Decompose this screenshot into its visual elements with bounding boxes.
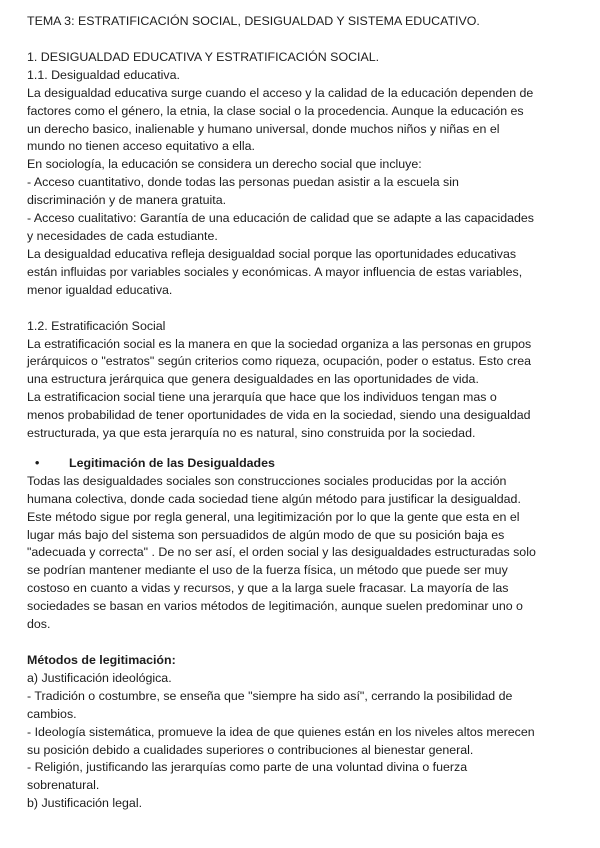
subsection-1-2-body: [27, 336, 575, 443]
text-line: menor igualdad educativa.: [27, 282, 173, 297]
spacer: [27, 443, 575, 455]
text-line: cambios.: [27, 706, 77, 721]
text-line: Todas las desigualdades sociales son construcciones sociales producidas por la acción: [27, 473, 507, 488]
text-line: lugar más bajo del sistema son persuadidos de algún modo de que su posición baja es: [27, 527, 505, 542]
text-line: "adecuada y correcta" . De no ser así, el orden social y las desigualdades estructuradas solo: [27, 545, 536, 560]
legitimacion-heading-row: [27, 455, 575, 473]
text-line: humana colectiva, donde cada sociedad tiene algún método para justificar la desigualdad.: [27, 491, 521, 506]
text-line: factores como el género, la etnia, la clase social o la procedencia. Aunque la educación es: [27, 103, 524, 118]
text-line: a) Justificación ideológica.: [27, 670, 172, 685]
text-line: estructurada, ya que esta jerarquía no es natural, sino construida por la sociedad.: [27, 426, 476, 441]
metodos-body: [27, 670, 575, 813]
text-line: - Tradición o costumbre, se enseña que "siempre ha sido así", cerrando la posibilidad de: [27, 688, 513, 703]
text-line: una estructura jerárquica que genera desigualdades en las oportunidades de vida.: [27, 372, 479, 387]
text-line: dos.: [27, 617, 51, 632]
text-line: se podrían mantener mediante el uso de la fuerza física, un método que puede ser muy: [27, 563, 508, 578]
subsection-1-1-body: [27, 85, 575, 300]
text-line: - Acceso cuantitativo, donde todas las personas puedan asistir a la escuela sin: [27, 175, 459, 190]
text-line: su posición debido a cualidades superiores o contribuciones al bienestar general.: [27, 742, 474, 757]
subsection-1-1-heading: 1.1. Desigualdad educativa.: [27, 67, 180, 82]
subsection-1-2-heading: 1.2. Estratificación Social: [27, 318, 166, 333]
text-line: un derecho basico, inalienable y humano universal, donde muchos niños y niñas en el: [27, 121, 500, 136]
text-line: menos probabilidad de tener oportunidades de vida en la sociedad, siendo una desigualdad: [27, 408, 531, 423]
legitimacion-heading: Legitimación de las Desigualdades: [69, 455, 275, 470]
bullet-icon: •: [35, 455, 40, 470]
text-line: - Ideología sistemática, promueve la idea de que quienes están en los niveles altos merecen: [27, 724, 535, 739]
text-line: La desigualdad educativa refleja desigualdad social porque las oportunidades educativas: [27, 246, 517, 261]
text-line: discriminación y de manera gratuita.: [27, 193, 227, 208]
text-line: sociedades se basan en varios métodos de legitimación, aunque suelen predominar uno o: [27, 599, 523, 614]
text-line: costoso en cuanto a vidas y recursos, y que a la larga suele fracasar. La mayoría de las: [27, 581, 509, 596]
document-title: TEMA 3: ESTRATIFICACIÓN SOCIAL, DESIGUALDAD Y SISTEMA EDUCATIVO.: [27, 14, 480, 28]
text-line: mundo no tienen acceso equitativo a ella.: [27, 139, 256, 154]
text-line: y necesidades de cada estudiante.: [27, 228, 218, 243]
text-line: b) Justificación legal.: [27, 796, 143, 811]
text-line: están influidas por variables sociales y económicas. A mayor influencia de estas variables,: [27, 264, 523, 279]
metodos-heading: Métodos de legitimación:: [27, 653, 176, 667]
spacer: [27, 634, 575, 652]
text-line: La desigualdad educativa surge cuando el acceso y la calidad de la educación dependen de: [27, 85, 534, 100]
text-line: La estratificación social es la manera en que la sociedad organiza a las personas en grupos: [27, 336, 532, 351]
spacer: [27, 300, 575, 318]
text-line: jerárquicos o "estratos" según criterios como riqueza, ocupación, poder o estatus. Esto crea: [27, 354, 531, 369]
legitimacion-body: [27, 473, 575, 634]
text-line: sobrenatural.: [27, 778, 100, 793]
text-line: En sociología, la educación se considera un derecho social que incluye:: [27, 157, 422, 172]
text-line: - Acceso cualitativo: Garantía de una educación de calidad que se adapte a las capacidades: [27, 211, 534, 226]
text-line: Este método sigue por regla general, una legitimización por lo que la gente que esta en el: [27, 509, 520, 524]
text-line: La estratificacion social tiene una jerarquía que hace que los individuos tengan mas o: [27, 390, 497, 405]
document-page: [27, 13, 575, 813]
spacer: [27, 31, 575, 49]
section-1-heading: 1. DESIGUALDAD EDUCATIVA Y ESTRATIFICACIÓN SOCIAL.: [27, 49, 380, 64]
text-line: - Religión, justificando las jerarquías como parte de una voluntad divina o fuerza: [27, 760, 468, 775]
